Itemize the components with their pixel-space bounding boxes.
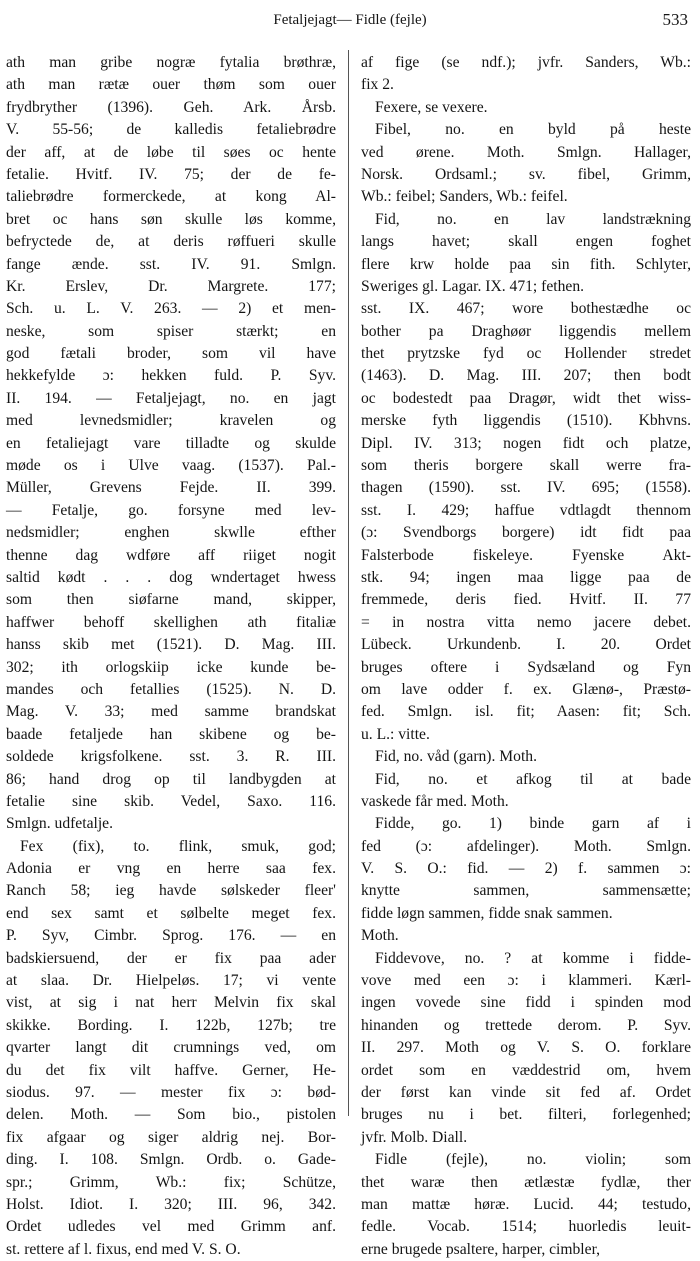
text-line: thenne dag wdføre aff riiget nogit: [6, 546, 336, 564]
text-line: Fibel, no. en byld på heste: [375, 121, 691, 139]
text-line: vaskede får med. Moth.: [361, 792, 509, 810]
text-line: oc bodestedt paa Dragør, widt thet wiss-: [361, 389, 691, 407]
text-line: II. 297. Moth og V. S. O. forklare: [361, 1039, 691, 1057]
text-line: spr.; Grimm, Wb.: fix; Schütze,: [6, 1173, 336, 1191]
text-line: Fiddevove, no. ? at komme i fidde-: [375, 949, 691, 967]
text-line: stk. 94; ingen maa ligge paa de: [361, 568, 691, 586]
text-line: fix 2.: [361, 76, 394, 94]
text-line: skikke. Bording. I. 122b, 127b; tre: [6, 1016, 336, 1034]
text-line: der først kan vinde sit fed af. Ordet: [361, 1083, 691, 1101]
text-line: frydbryther (1396). Geh. Ark. Årsb.: [6, 98, 336, 116]
text-line: Falsterbode fiskeleye. Fyenske Akt-: [361, 546, 691, 564]
text-line: fedle. Vocab. 1514; huorledis leuit-: [361, 1218, 691, 1236]
text-line: neske, som spiser stærkt; en: [6, 322, 336, 340]
text-line: Fidle (fejle), no. violin; som: [375, 1151, 691, 1169]
text-line: bother pa Draghøør liggendis mellem: [361, 322, 691, 340]
left-column: [6, 52, 336, 1258]
text-line: ath man rætæ ouer thøm som ouer: [6, 76, 336, 94]
text-line: Fexere, se vexere.: [375, 98, 488, 116]
text-line: jvfr. Molb. Diall.: [361, 1128, 468, 1146]
text-line: af fige (se ndf.); jvfr. Sanders, Wb.:: [361, 54, 691, 71]
text-line: ordet som en væddestrid om, hvem: [361, 1061, 691, 1079]
text-line: Lübeck. Urkundenb. I. 20. Ordet: [361, 636, 691, 654]
text-line: V. 55-56; de kalledis fetaliebrødre: [6, 121, 336, 139]
text-line: V. S. O.: fid. — 2) f. sammen ɔ:: [361, 860, 691, 878]
text-line: 302; ith orlogskiip icke kunde be-: [6, 658, 336, 676]
text-line: bruges nu i bet. filteri, forlegenhed;: [361, 1106, 691, 1124]
text-line: 86; hand drog op til landbygden at: [6, 770, 336, 788]
text-line: ingen vovede sine fidd i spinden mod: [361, 994, 691, 1012]
text-line: — Fetalje, go. forsyne med lev-: [6, 501, 336, 519]
text-line: fange ænde. sst. IV. 91. Smlgn.: [6, 255, 336, 273]
text-line: Moth.: [361, 927, 399, 945]
text-line: sst. I. 429; haffue vdtlagdt thennom: [361, 501, 691, 519]
text-line: Wb.: feibel; Sanders, Wb.: feifel.: [361, 188, 568, 206]
text-line: Fid, no. en lav landstrækning: [375, 210, 691, 228]
text-line: langs havet; skall engen foghet: [361, 233, 691, 251]
text-line: fix afgaar og siger aldrig nej. Bor-: [6, 1128, 336, 1146]
text-line: Fid, no. våd (garn). Moth.: [375, 748, 537, 766]
text-line: badskiersuend, der er fix paa ader: [6, 949, 336, 967]
text-line: erne brugede psaltere, harper, cimbler,: [361, 1240, 601, 1258]
text-line: (1463). D. Mag. III. 207; then bodt: [361, 367, 691, 385]
text-line: Sweriges gl. Lagar. IX. 471; fethen.: [361, 277, 585, 295]
text-line: saltid kødt . . . dog wndertaget hwess: [6, 568, 336, 586]
text-line: som theris borgere skall werre fra-: [361, 457, 691, 475]
text-line: Adonia er vng en herre saa fex.: [6, 860, 336, 878]
text-line: man mattæ høræ. Lucid. 44; testudo,: [361, 1195, 691, 1213]
text-line: P. Syv, Cimbr. Sprog. 176. — en: [6, 927, 336, 945]
text-line: du det fix vilt haffve. Gerner, He-: [6, 1061, 336, 1079]
text-line: Ordet udledes vel med Grimm anf.: [6, 1218, 336, 1236]
text-line: om lave odder f. ex. Glænø-, Præstø-: [361, 680, 691, 698]
text-line: fetalie. Hvitf. IV. 75; der de fe-: [6, 165, 336, 183]
text-line: møde os i Ulve vaag. (1537). Pal.-: [6, 457, 336, 475]
text-line: nedsmidler; enghen skwlle efther: [6, 524, 336, 542]
text-line: Fex (fix), to. flink, smuk, god;: [20, 837, 336, 855]
text-line: en fetaliejagt vare tilladte og skulde: [6, 434, 336, 452]
page-number: 533: [662, 10, 688, 29]
text-line: thagen (1590). sst. IV. 695; (1558).: [361, 479, 691, 497]
text-line: st. rettere af l. fixus, end med V. S. O.: [6, 1240, 241, 1258]
text-line: end sex samt et sølbelte meget fex.: [6, 904, 336, 922]
text-line: sst. IX. 467; wore bothestædhe oc: [361, 300, 691, 318]
text-line: ath man gribe nogræ fytalia brøthræ,: [6, 54, 336, 71]
text-line: fed (ɔ: afdelinger). Moth. Smlgn.: [361, 837, 691, 855]
text-line: fed. Smlgn. isl. fit; Aasen: fit; Sch.: [361, 703, 691, 721]
right-column: [361, 52, 691, 1258]
text-line: god fætali broder, som vil have: [6, 345, 336, 363]
text-line: knytte sammen, sammensætte;: [361, 882, 691, 900]
page-header: [0, 8, 700, 36]
text-line: merske fyth liggendis (1510). Kbhvns.: [361, 412, 691, 430]
text-line: Kr. Erslev, Dr. Margrete. 177;: [6, 277, 336, 295]
text-line: befryctede de, at deris røffueri skulle: [6, 233, 336, 251]
text-line: ding. I. 108. Smlgn. Ordb. o. Gade-: [6, 1151, 336, 1169]
text-line: bret oc hans søn skulle løs komme,: [6, 210, 336, 228]
text-line: flere krw holde paa sin fith. Schlyter,: [361, 255, 691, 273]
text-line: Smlgn. udfetalje.: [6, 815, 113, 833]
text-line: taliebrødre formerckede, at kong Al-: [6, 188, 336, 206]
text-line: hinanden og trettede derom. P. Syv.: [361, 1016, 691, 1034]
text-line: Dipl. IV. 313; nogen fidt och platze,: [361, 434, 691, 452]
text-line: vove med een ɔ: i klammeri. Kærl-: [361, 972, 691, 990]
text-line: ved ørene. Moth. Smlgn. Hallager,: [361, 143, 691, 161]
text-line: haffwer behoff skellighen ath fitaliæ: [6, 613, 336, 631]
text-line: mandes och fetallies (1525). N. D.: [6, 680, 336, 698]
text-line: = in nostra vitta nemo jacere debet.: [361, 613, 691, 631]
text-line: bruges oftere i Sydsæland og Fyn: [361, 658, 691, 676]
text-line: som then siøfarne mand, skipper,: [6, 591, 336, 609]
text-line: fetalie sine skib. Vedel, Saxo. 116.: [6, 792, 336, 810]
text-line: Fidde, go. 1) binde garn af i: [375, 815, 691, 833]
text-line: Mag. V. 33; med samme brandskat: [6, 703, 336, 721]
text-line: siodus. 97. — mester fix ɔ: bød-: [6, 1083, 336, 1101]
text-line: Holst. Idiot. I. 320; III. 96, 342.: [6, 1195, 336, 1213]
text-line: hanss skib met (1521). D. Mag. III.: [6, 636, 336, 654]
text-line: fremmede, deris fied. Hvitf. II. 77: [361, 591, 691, 609]
text-line: Sch. u. L. V. 263. — 2) et men-: [6, 300, 336, 318]
text-line: med levnedsmidler; kravelen og: [6, 412, 336, 430]
text-line: Müller, Grevens Fejde. II. 399.: [6, 479, 336, 497]
text-line: Norsk. Ordsaml.; sv. fibel, Grimm,: [361, 165, 691, 183]
text-line: II. 194. — Fetaljejagt, no. en jagt: [6, 389, 336, 407]
text-line: thet waræ then ætlæstæ fydlæ, ther: [361, 1173, 691, 1191]
text-line: at slaa. Dr. Hielpeløs. 17; vi vente: [6, 972, 336, 990]
running-head: Fetaljejagt— Fidle (fejle): [273, 12, 427, 28]
text-line: vist, at sig i nat herr Melvin fix skal: [6, 994, 336, 1012]
text-line: fidde løgn sammen, fidde snak sammen.: [361, 904, 613, 922]
text-line: Ranch 58; ieg havde sølskeder fleer': [6, 882, 336, 900]
text-line: delen. Moth. — Som bio., pistolen: [6, 1106, 336, 1124]
text-line: soldede krigsfolkene. sst. 3. R. III.: [6, 748, 336, 766]
text-line: Fid, no. et afkog til at bade: [375, 770, 691, 788]
text-line: u. L.: vitte.: [361, 725, 430, 743]
text-line: thet prytzske fyd oc Hollender stredet: [361, 345, 691, 363]
text-line: (ɔ: Svendborgs borgere) idt fidt paa: [361, 524, 691, 542]
column-divider: [348, 50, 349, 1116]
text-line: der aff, at de løbe til søes oc hente: [6, 143, 336, 161]
text-line: qvarter langt dit crumnings ved, om: [6, 1039, 336, 1057]
text-line: baade fetaljede han skibene og be-: [6, 725, 336, 743]
text-line: hekkefylde ɔ: hekken fuld. P. Syv.: [6, 367, 336, 385]
